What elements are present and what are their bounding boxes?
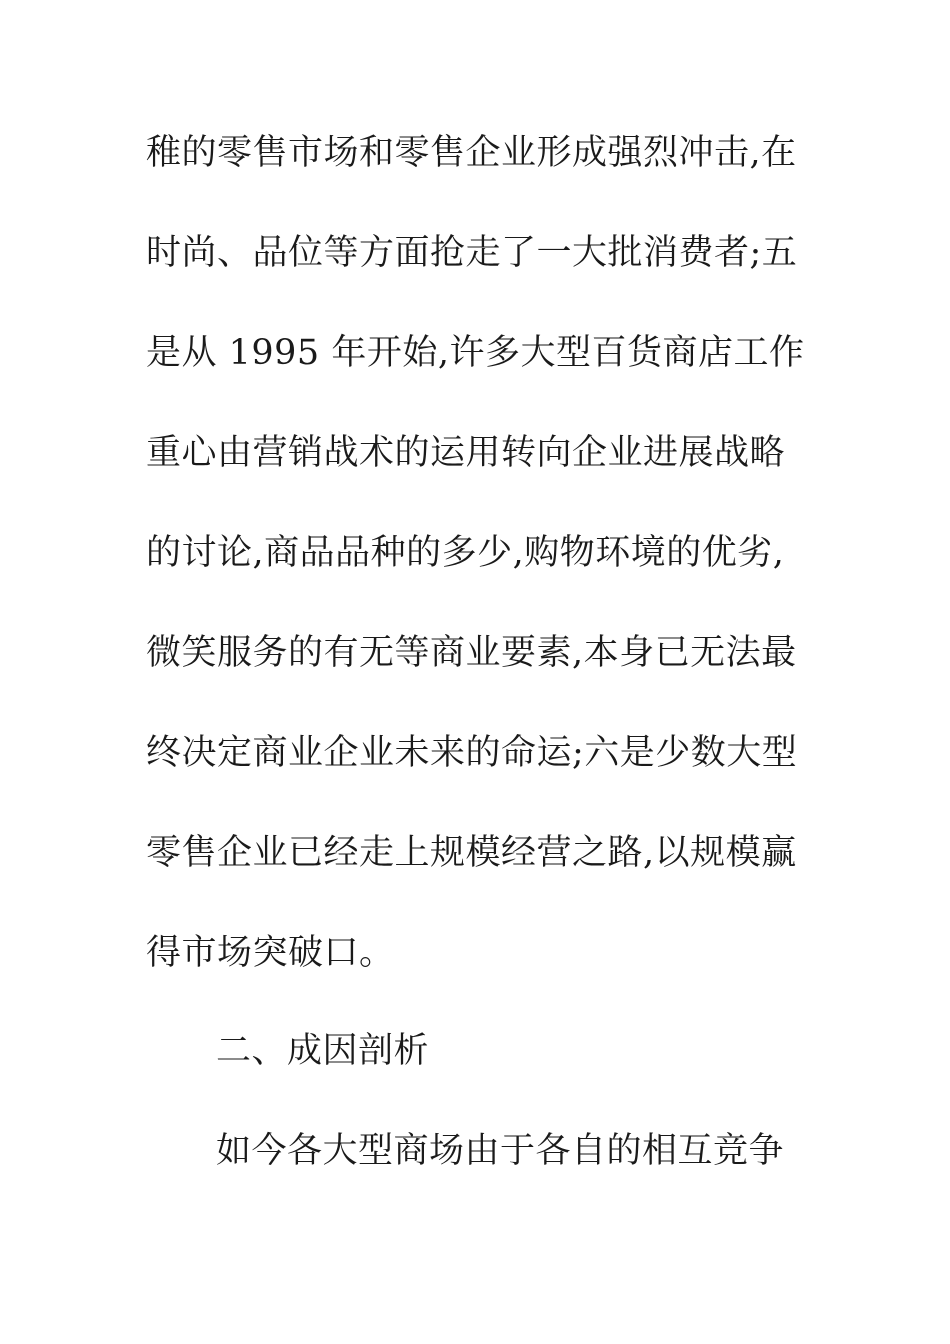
text-line: 终决定商业企业未来的命运;六是少数大型 bbox=[146, 733, 798, 773]
text-line: 的讨论,商品品种的多少,购物环境的优劣, bbox=[146, 533, 785, 573]
text-line: 重心由营销战术的运用转向企业进展战略 bbox=[146, 433, 786, 473]
text-line: 时尚、品位等方面抢走了一大批消费者;五 bbox=[146, 233, 798, 273]
text-line: 得市场突破口。 bbox=[146, 933, 395, 973]
section-heading: 二、成因剖析 bbox=[216, 1031, 430, 1071]
text-line: 微笑服务的有无等商业要素,本身已无法最 bbox=[146, 633, 797, 673]
text-line: 是从 1995 年开始,许多大型百货商店工作 bbox=[146, 333, 805, 373]
text-line: 稚的零售市场和零售企业形成强烈冲击,在 bbox=[146, 133, 797, 173]
text-line: 零售企业已经走上规模经营之路,以规模赢 bbox=[146, 833, 797, 873]
paragraph-first-line: 如今各大型商场由于各自的相互竞争 bbox=[216, 1131, 785, 1171]
